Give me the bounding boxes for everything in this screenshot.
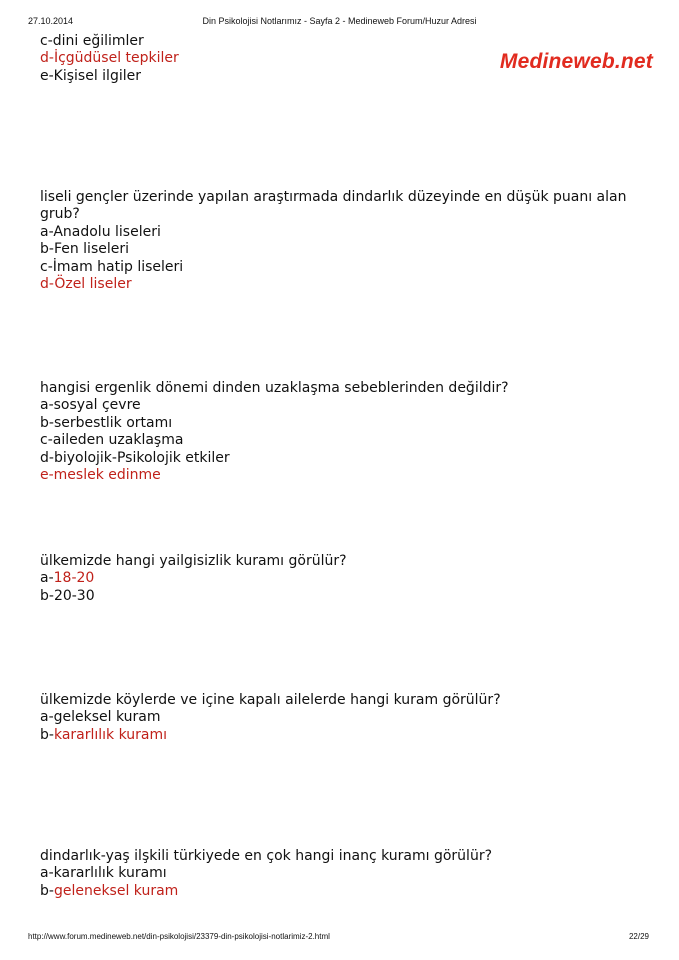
answer-option bbox=[40, 588, 640, 605]
answer-option bbox=[40, 276, 640, 293]
line-text: b- bbox=[40, 726, 54, 743]
answer-option bbox=[40, 259, 640, 276]
question-text bbox=[40, 848, 640, 865]
line-text: ülkemizde hangi yailgisizlik kuramı görülür? bbox=[40, 553, 347, 569]
answer-option bbox=[40, 467, 640, 484]
answer-option bbox=[40, 241, 640, 258]
line-text: a-geleksel kuram bbox=[40, 709, 161, 726]
question-block bbox=[40, 189, 640, 293]
line-text: b- bbox=[40, 882, 54, 899]
correct-answer-text: d-Özel liseler bbox=[40, 276, 132, 293]
question-text bbox=[40, 692, 640, 709]
page-number: 22/29 bbox=[628, 932, 649, 941]
footer-url: http://www.forum.medineweb.net/din-psikolojisi/23379-din-psikolojisi-notlarimiz-2.html bbox=[28, 932, 330, 941]
correct-answer-text: d-İçgüdüsel tepkiler bbox=[40, 50, 179, 67]
line-text: b-Fen liseleri bbox=[40, 241, 129, 258]
answer-option bbox=[40, 883, 640, 900]
question-block bbox=[40, 380, 640, 484]
correct-answer-text: kararlılık kuramı bbox=[53, 726, 168, 743]
question-block bbox=[40, 848, 640, 900]
answer-option bbox=[40, 865, 640, 882]
answer-option bbox=[40, 415, 640, 432]
page-title: Din Psikolojisi Notlarımız - Sayfa 2 - Medineweb Forum/Huzur Adresi bbox=[202, 16, 477, 26]
line-text: a-sosyal çevre bbox=[40, 397, 141, 414]
answer-option bbox=[40, 450, 640, 467]
correct-answer-text: e-meslek edinme bbox=[40, 467, 161, 484]
line-text: c-aileden uzaklaşma bbox=[40, 432, 184, 449]
line-text: a-kararlılık kuramı bbox=[40, 865, 167, 882]
answer-option bbox=[40, 224, 640, 241]
answer-option bbox=[40, 432, 640, 449]
line-text: liseli gençler üzerinde yapılan araştırmada dindarlık düzeyinde en düşük puanı alan grub? bbox=[40, 189, 627, 223]
answer-option bbox=[40, 727, 640, 744]
answer-option bbox=[40, 397, 640, 414]
line-text: b-serbestlik ortamı bbox=[40, 414, 173, 431]
question-text bbox=[40, 553, 640, 570]
question-block bbox=[40, 553, 640, 605]
correct-answer-text: 18-20 bbox=[53, 570, 95, 587]
correct-answer-text: geleneksel kuram bbox=[53, 882, 179, 899]
line-text: ülkemizde köylerde ve içine kapalı ailelerde hangi kuram görülür? bbox=[40, 692, 501, 708]
answer-option bbox=[40, 68, 640, 85]
answer-option bbox=[40, 50, 640, 67]
question-block bbox=[40, 692, 640, 744]
print-date: 27.10.2014 bbox=[28, 16, 74, 26]
answer-option bbox=[40, 33, 640, 50]
line-text: b-20-30 bbox=[40, 587, 95, 604]
line-text: hangisi ergenlik dönemi dinden uzaklaşma sebeblerinden değildir? bbox=[40, 380, 509, 396]
line-text: a- bbox=[40, 570, 54, 587]
question-text bbox=[40, 189, 640, 224]
line-text: dindarlık-yaş ilşkili türkiyede en çok hangi inanç kuramı görülür? bbox=[40, 848, 492, 864]
question-block bbox=[40, 33, 640, 85]
answer-option bbox=[40, 570, 640, 587]
line-text: a-Anadolu liseleri bbox=[40, 223, 161, 240]
answer-option bbox=[40, 709, 640, 726]
line-text: e-Kişisel ilgiler bbox=[40, 67, 141, 84]
line-text: d-biyolojik-Psikolojik etkiler bbox=[40, 449, 230, 466]
line-text: c-dini eğilimler bbox=[40, 33, 144, 49]
site-logo: Medineweb.net bbox=[499, 50, 653, 73]
question-text bbox=[40, 380, 640, 397]
line-text: c-İmam hatip liseleri bbox=[40, 258, 184, 275]
